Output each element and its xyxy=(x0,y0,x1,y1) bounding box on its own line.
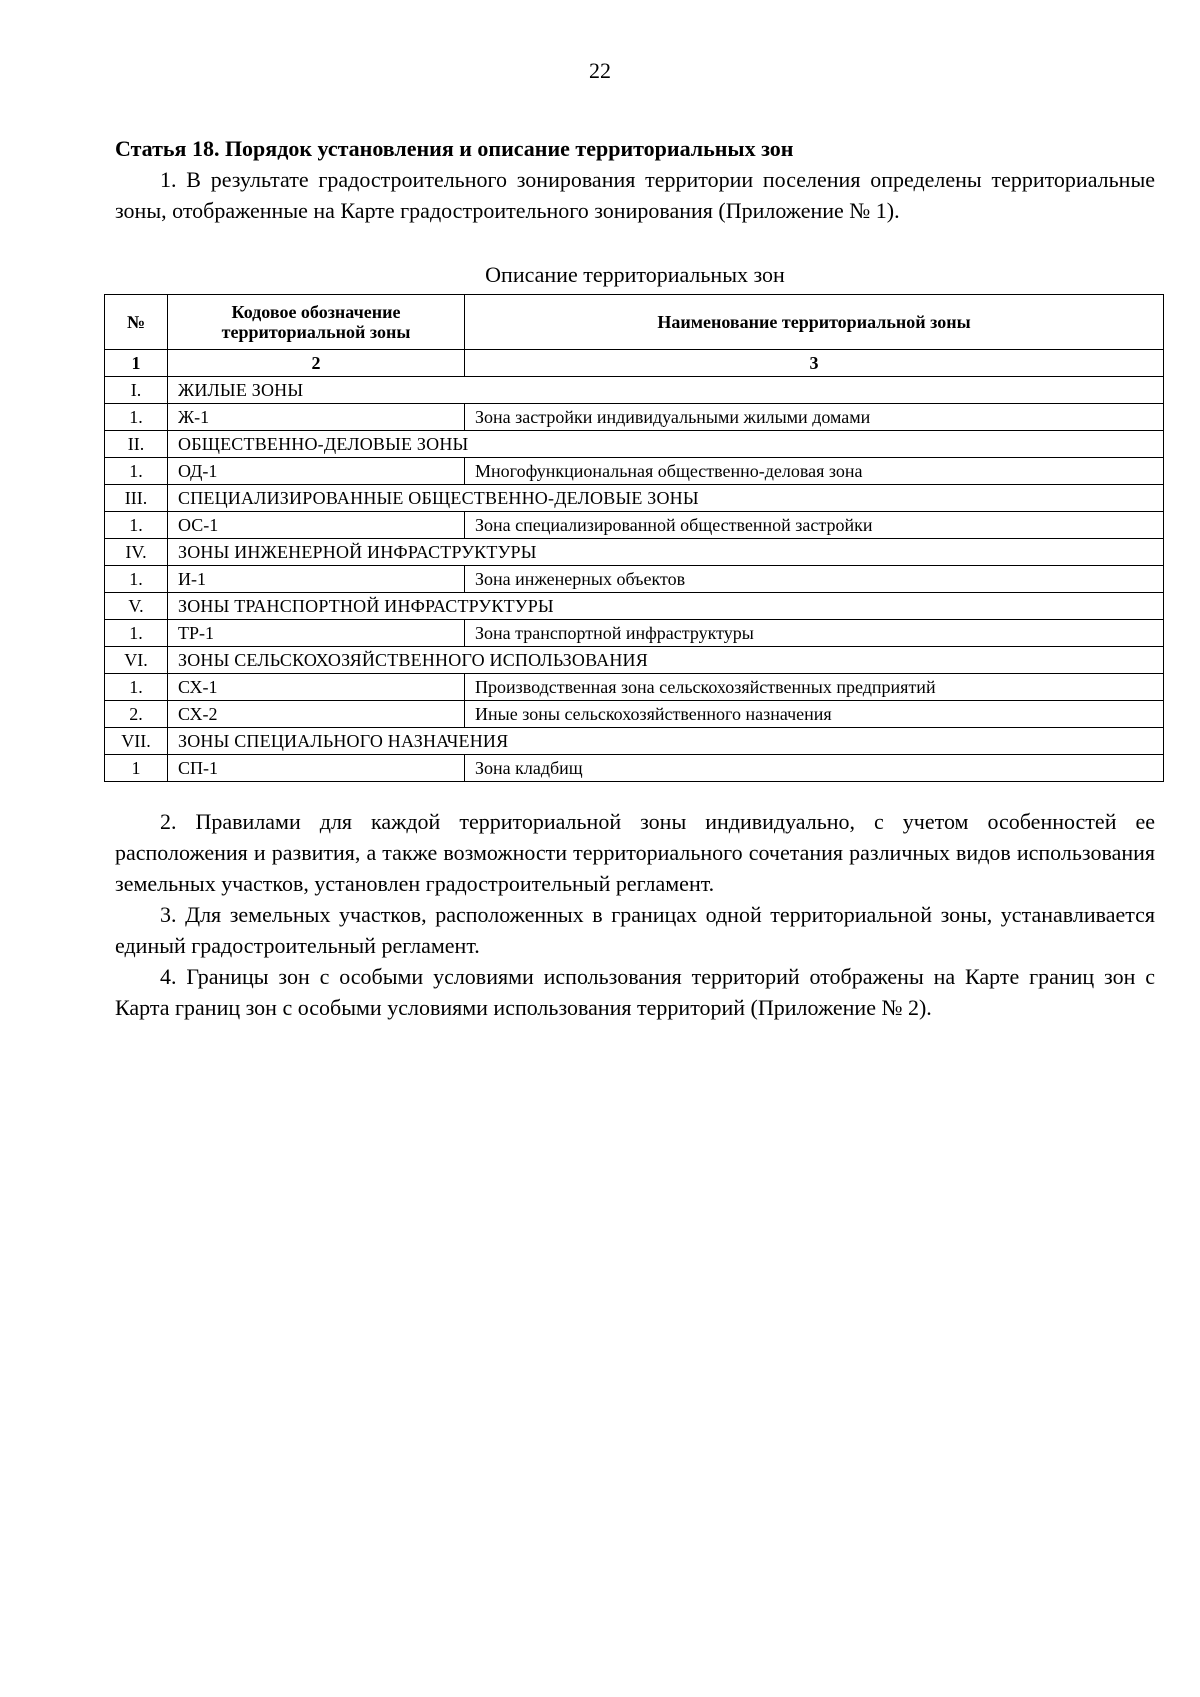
section-row xyxy=(105,431,1164,458)
zone-code: ОС-1 xyxy=(168,512,465,539)
row-number: III. xyxy=(105,485,168,512)
zones-table xyxy=(104,294,1164,782)
section-row xyxy=(105,539,1164,566)
zone-row xyxy=(105,404,1164,431)
zone-row xyxy=(105,512,1164,539)
row-number: 1. xyxy=(105,620,168,647)
paragraph-3: 3. Для земельных участков, расположенных в границах одной территориальной зоны, устанавливается единый градостроительный регламент. xyxy=(115,902,1155,958)
row-number: V. xyxy=(105,593,168,620)
section-title: ЗОНЫ СЕЛЬСКОХОЗЯЙСТВЕННОГО ИСПОЛЬЗОВАНИЯ xyxy=(168,647,1164,674)
section-title: ЖИЛЫЕ ЗОНЫ xyxy=(168,377,1164,404)
row-number: VI. xyxy=(105,647,168,674)
zone-code: ТР-1 xyxy=(168,620,465,647)
paragraph-4: 4. Границы зон с особыми условиями использования территорий отображены на Карте границ зон с Карта границ зон с особыми условиями использования территорий (Приложение № 2). xyxy=(115,964,1155,1020)
row-number: 1. xyxy=(105,674,168,701)
column-index-1: 1 xyxy=(105,350,168,377)
paragraph-2: 2. Правилами для каждой территориальной зоны индивидуально, с учетом особенностей ее расположения и развития, а также возможности территориального сочетания различных видов использования земельных участков, установлен градостроительный регламент. xyxy=(115,809,1155,896)
zone-code: СХ-2 xyxy=(168,701,465,728)
row-number: 1. xyxy=(105,512,168,539)
row-number: IV. xyxy=(105,539,168,566)
zone-name: Зона застройки индивидуальными жилыми домами xyxy=(465,404,1164,431)
article-heading: Статья 18. Порядок установления и описание территориальных зон xyxy=(115,136,794,161)
row-number: I. xyxy=(105,377,168,404)
section-row xyxy=(105,593,1164,620)
section-title: СПЕЦИАЛИЗИРОВАННЫЕ ОБЩЕСТВЕННО-ДЕЛОВЫЕ ЗОНЫ xyxy=(168,485,1164,512)
column-index-row xyxy=(105,350,1164,377)
zone-code: СП-1 xyxy=(168,755,465,782)
row-number: 1. xyxy=(105,404,168,431)
header-code: Кодовое обозначение территориальной зоны xyxy=(168,295,465,350)
table-header-row xyxy=(105,295,1164,350)
row-number: 1. xyxy=(105,566,168,593)
after-table-paragraphs xyxy=(115,806,1155,1023)
table-caption: Описание территориальных зон xyxy=(485,262,785,287)
row-number: II. xyxy=(105,431,168,458)
zone-code: СХ-1 xyxy=(168,674,465,701)
zone-code: ОД-1 xyxy=(168,458,465,485)
zone-name: Зона транспортной инфраструктуры xyxy=(465,620,1164,647)
zone-row xyxy=(105,755,1164,782)
zone-row xyxy=(105,566,1164,593)
page-number: 22 xyxy=(589,58,611,83)
zone-name: Производственная зона сельскохозяйственных предприятий xyxy=(465,674,1164,701)
zone-name: Зона инженерных объектов xyxy=(465,566,1164,593)
column-index-3: 3 xyxy=(465,350,1164,377)
section-row xyxy=(105,647,1164,674)
article-paragraph-1 xyxy=(115,164,1155,226)
row-number: 2. xyxy=(105,701,168,728)
zone-code: И-1 xyxy=(168,566,465,593)
zone-row xyxy=(105,458,1164,485)
zone-name: Зона кладбищ xyxy=(465,755,1164,782)
section-row xyxy=(105,728,1164,755)
zone-name: Иные зоны сельскохозяйственного назначения xyxy=(465,701,1164,728)
zone-name: Многофункциональная общественно-деловая зона xyxy=(465,458,1164,485)
zone-code: Ж-1 xyxy=(168,404,465,431)
column-index-2: 2 xyxy=(168,350,465,377)
row-number: 1 xyxy=(105,755,168,782)
header-num: № xyxy=(105,295,168,350)
row-number: 1. xyxy=(105,458,168,485)
section-title: ЗОНЫ ИНЖЕНЕРНОЙ ИНФРАСТРУКТУРЫ xyxy=(168,539,1164,566)
section-row xyxy=(105,377,1164,404)
section-row xyxy=(105,485,1164,512)
section-title: ЗОНЫ ТРАНСПОРТНОЙ ИНФРАСТРУКТУРЫ xyxy=(168,593,1164,620)
zone-row xyxy=(105,701,1164,728)
zone-row xyxy=(105,674,1164,701)
section-title: ЗОНЫ СПЕЦИАЛЬНОГО НАЗНАЧЕНИЯ xyxy=(168,728,1164,755)
paragraph-1-text: 1. В результате градостроительного зонирования территории поселения определены территориальные зоны, отображенные на Карте градостроительного зонирования (Приложение № 1). xyxy=(115,167,1155,223)
row-number: VII. xyxy=(105,728,168,755)
header-name: Наименование территориальной зоны xyxy=(465,295,1164,350)
section-title: ОБЩЕСТВЕННО-ДЕЛОВЫЕ ЗОНЫ xyxy=(168,431,1164,458)
zone-row xyxy=(105,620,1164,647)
zone-name: Зона специализированной общественной застройки xyxy=(465,512,1164,539)
